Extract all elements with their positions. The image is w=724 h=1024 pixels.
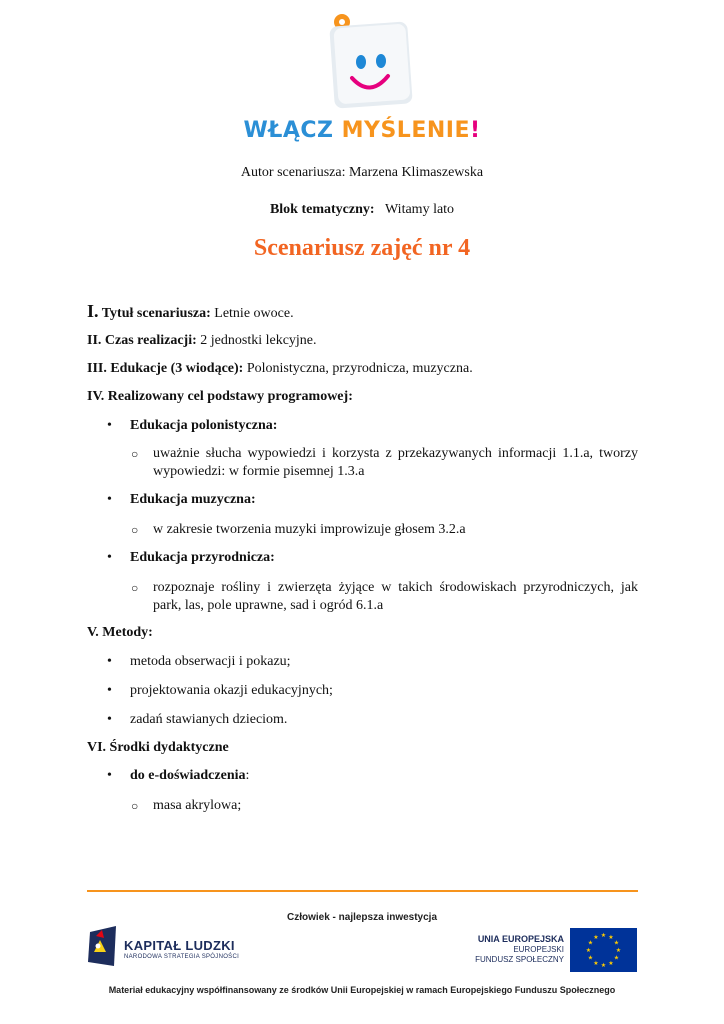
bullet-icon: • bbox=[107, 492, 112, 507]
materials-item-suffix: : bbox=[245, 768, 250, 783]
section-education bbox=[87, 360, 638, 378]
method-item: zadań stawianych dzieciom. bbox=[130, 712, 288, 727]
brand-part-1: WŁĄCZ bbox=[243, 118, 342, 143]
section-1-number: I. bbox=[87, 301, 99, 321]
bullet-icon: • bbox=[107, 712, 112, 727]
eu-flag-icon bbox=[570, 928, 637, 972]
circle-bullet-icon: ○ bbox=[131, 447, 139, 461]
section-materials bbox=[87, 739, 638, 757]
svg-text:★: ★ bbox=[608, 934, 614, 941]
section-1-value: Letnie owoce. bbox=[210, 306, 294, 321]
goal-music-text: w zakresie tworzenia muzyki improwizuje głosem 3.2.a bbox=[153, 522, 466, 537]
goal-polish-text: uważnie słucha wypowiedzi i korzysta z przekazywanych informacji 1.1.a, tworzy wypowiedzi: w formie pisemnej 1.3.a bbox=[153, 446, 638, 479]
section-3-label: III. Edukacje (3 wiodące): bbox=[87, 361, 244, 376]
svg-text:★: ★ bbox=[587, 954, 594, 962]
eu-fund-text bbox=[444, 934, 564, 965]
eu-fund-label-1: EUROPEJSKI bbox=[513, 945, 564, 954]
bullet-icon: • bbox=[107, 683, 112, 698]
goal-polish-label: Edukacja polonistyczna: bbox=[130, 418, 278, 433]
circle-bullet-icon: ○ bbox=[131, 581, 139, 595]
theme-block-value: Witamy lato bbox=[385, 202, 455, 217]
page-title: Scenariusz zajęć nr 4 bbox=[253, 235, 471, 261]
section-time bbox=[87, 332, 638, 350]
brand-wordmark bbox=[0, 118, 724, 143]
method-item: projektowania okazji edukacyjnych; bbox=[130, 683, 333, 698]
author-line: Autor scenariusza: Marzena Klimaszewska bbox=[240, 165, 484, 180]
section-5-label: V. Metody: bbox=[87, 625, 153, 640]
bullet-icon: • bbox=[107, 550, 112, 565]
section-4-label: IV. Realizowany cel podstawy programowej: bbox=[87, 389, 353, 404]
materials-item-label: do e-doświadczenia bbox=[130, 768, 246, 783]
section-6-label: VI. Środki dydaktyczne bbox=[87, 740, 229, 755]
bullet-icon: • bbox=[107, 418, 112, 433]
svg-text:★: ★ bbox=[593, 960, 599, 967]
svg-text:★: ★ bbox=[593, 934, 599, 941]
section-methods bbox=[87, 624, 638, 642]
footer-slogan: Człowiek - najlepsza inwestycja bbox=[286, 912, 438, 923]
kapital-ludzki-title: KAPITAŁ LUDZKI bbox=[124, 938, 235, 953]
circle-bullet-icon: ○ bbox=[131, 523, 139, 537]
goal-nature-label: Edukacja przyrodnicza: bbox=[130, 550, 275, 565]
section-3-value: Polonistyczna, przyrodnicza, muzyczna. bbox=[243, 361, 473, 376]
svg-text:★: ★ bbox=[600, 962, 607, 969]
materials-item bbox=[130, 767, 638, 785]
svg-text:★: ★ bbox=[613, 939, 620, 947]
theme-block-line bbox=[0, 202, 724, 218]
footer-funding-note: Materiał edukacyjny współfinansowany ze środków Unii Europejskiej w ramach Europejskiego Funduszu Społecznego bbox=[108, 985, 616, 995]
goal-music-label: Edukacja muzyczna: bbox=[130, 492, 256, 507]
header-logo bbox=[0, 0, 724, 150]
section-title bbox=[87, 302, 638, 323]
mascot-logo-icon bbox=[318, 6, 418, 116]
svg-text:★: ★ bbox=[600, 932, 607, 939]
svg-text:★: ★ bbox=[613, 954, 620, 962]
section-goals bbox=[87, 388, 638, 406]
svg-text:★: ★ bbox=[608, 960, 614, 967]
footer-divider bbox=[87, 890, 638, 892]
bullet-icon: • bbox=[107, 768, 112, 783]
bullet-icon: • bbox=[107, 654, 112, 669]
theme-block-label: Blok tematyczny: bbox=[269, 202, 375, 217]
section-2-label: II. Czas realizacji: bbox=[87, 333, 197, 348]
eu-fund-label-2: FUNDUSZ SPOŁECZNY bbox=[475, 955, 564, 964]
svg-text:★: ★ bbox=[585, 947, 592, 954]
method-item: metoda obserwacji i pokazu; bbox=[130, 654, 291, 669]
materials-subitem: masa akrylowa; bbox=[153, 798, 242, 813]
svg-text:★: ★ bbox=[587, 939, 594, 947]
circle-bullet-icon: ○ bbox=[131, 799, 139, 813]
kapital-ludzki-subtitle: NARODOWA STRATEGIA SPÓJNOŚCI bbox=[124, 954, 240, 960]
section-2-value: 2 jednostki lekcyjne. bbox=[196, 333, 317, 348]
brand-part-3: ! bbox=[469, 118, 481, 143]
brand-part-2: MYŚLENIE bbox=[341, 118, 470, 143]
svg-text:★: ★ bbox=[615, 947, 622, 954]
goal-nature-text: rozpoznaje rośliny i zwierzęta żyjące w takich środowiskach przyrodniczych, jak park, las, pole uprawne, sad i ogród 6.1.a bbox=[153, 580, 638, 613]
eu-union-label: UNIA EUROPEJSKA bbox=[477, 934, 564, 944]
section-1-label: Tytuł scenariusza: bbox=[98, 306, 211, 321]
